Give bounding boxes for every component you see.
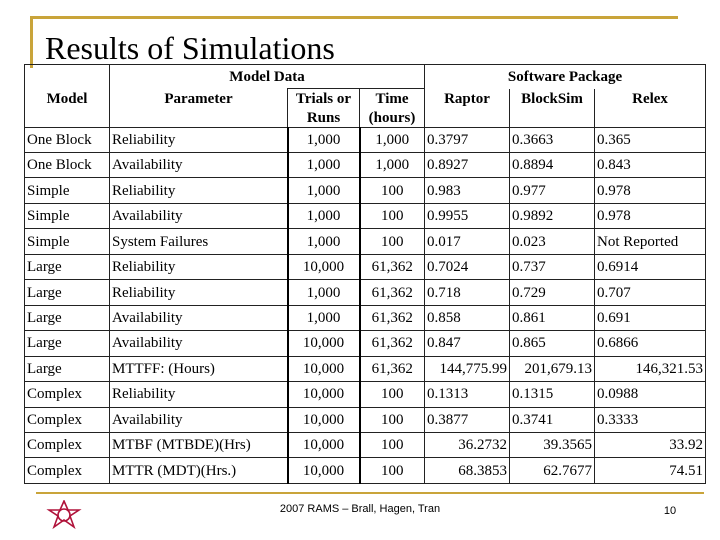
cell-time: 100 — [360, 178, 425, 203]
cell-raptor: 68.3853 — [425, 458, 510, 484]
header-software-package: Software Package — [425, 65, 706, 89]
footer-citation: 2007 RAMS – Brall, Hagen, Tran — [279, 503, 441, 515]
cell-time: 1,000 — [360, 127, 425, 152]
slide-title: Results of Simulations — [45, 30, 335, 66]
header-blocksim-blank — [510, 109, 595, 128]
header-blocksim: BlockSim — [510, 89, 595, 109]
cell-time: 61,362 — [360, 280, 425, 305]
cell-trials: 10,000 — [288, 458, 360, 484]
cell-trials: 1,000 — [288, 280, 360, 305]
cell-parameter: Availability — [110, 153, 288, 178]
header-parameter: Parameter — [110, 89, 288, 109]
header-row-2 — [25, 89, 706, 109]
footer-divider — [36, 492, 704, 494]
header-model-data: Model Data — [110, 65, 425, 89]
cell-blocksim: 39.3565 — [510, 433, 595, 458]
title-frame-top — [30, 16, 678, 19]
cell-parameter: Availability — [110, 305, 288, 330]
table-row — [25, 458, 706, 484]
cell-blocksim: 0.8894 — [510, 153, 595, 178]
cell-model: Simple — [25, 203, 110, 228]
cell-relex: 0.3333 — [595, 407, 706, 432]
cell-time: 100 — [360, 407, 425, 432]
cell-model: Large — [25, 254, 110, 279]
cell-blocksim: 0.977 — [510, 178, 595, 203]
cell-parameter: Reliability — [110, 280, 288, 305]
cell-raptor: 0.858 — [425, 305, 510, 330]
table-row — [25, 331, 706, 356]
table-row — [25, 280, 706, 305]
cell-relex: 33.92 — [595, 433, 706, 458]
table-row — [25, 127, 706, 152]
cell-model: Complex — [25, 458, 110, 484]
cell-model: Complex — [25, 407, 110, 432]
cell-trials: 10,000 — [288, 407, 360, 432]
cell-parameter: Reliability — [110, 254, 288, 279]
table-row — [25, 382, 706, 407]
cell-model: Complex — [25, 433, 110, 458]
header-relex-blank — [595, 109, 706, 128]
table-row — [25, 433, 706, 458]
title-frame-left — [30, 16, 33, 68]
cell-time: 100 — [360, 203, 425, 228]
cell-raptor: 0.8927 — [425, 153, 510, 178]
cell-raptor: 0.9955 — [425, 203, 510, 228]
cell-relex: 0.365 — [595, 127, 706, 152]
cell-blocksim: 0.729 — [510, 280, 595, 305]
cell-parameter: Reliability — [110, 127, 288, 152]
cell-raptor: 0.3797 — [425, 127, 510, 152]
cell-blocksim: 201,679.13 — [510, 356, 595, 381]
cell-time: 61,362 — [360, 254, 425, 279]
cell-relex: 0.978 — [595, 203, 706, 228]
header-row-3 — [25, 109, 706, 128]
cell-time: 100 — [360, 229, 425, 254]
cell-trials: 1,000 — [288, 203, 360, 228]
table-row — [25, 407, 706, 432]
cell-relex: Not Reported — [595, 229, 706, 254]
cell-model: Large — [25, 331, 110, 356]
header-model: Model — [25, 89, 110, 109]
cell-time: 100 — [360, 382, 425, 407]
table-row — [25, 356, 706, 381]
cell-raptor: 0.3877 — [425, 407, 510, 432]
cell-model: One Block — [25, 153, 110, 178]
cell-raptor: 0.718 — [425, 280, 510, 305]
cell-parameter: Availability — [110, 407, 288, 432]
cell-parameter: Availability — [110, 203, 288, 228]
header-row-1 — [25, 65, 706, 89]
cell-trials: 10,000 — [288, 356, 360, 381]
cell-relex: 0.843 — [595, 153, 706, 178]
header-parameter-blank — [110, 109, 288, 128]
table-row — [25, 229, 706, 254]
cell-trials: 10,000 — [288, 382, 360, 407]
cell-relex: 0.978 — [595, 178, 706, 203]
cell-relex: 146,321.53 — [595, 356, 706, 381]
cell-blocksim: 0.861 — [510, 305, 595, 330]
header-relex: Relex — [595, 89, 706, 109]
cell-parameter: Availability — [110, 331, 288, 356]
cell-trials: 1,000 — [288, 305, 360, 330]
cell-relex: 74.51 — [595, 458, 706, 484]
cell-time: 61,362 — [360, 356, 425, 381]
cell-model: Complex — [25, 382, 110, 407]
cell-raptor: 0.1313 — [425, 382, 510, 407]
header-model-blank-2 — [25, 109, 110, 128]
table-row — [25, 178, 706, 203]
cell-parameter: Reliability — [110, 382, 288, 407]
cell-parameter: MTBF (MTBDE)(Hrs) — [110, 433, 288, 458]
table-row — [25, 203, 706, 228]
cell-time: 61,362 — [360, 331, 425, 356]
cell-relex: 0.707 — [595, 280, 706, 305]
cell-blocksim: 0.737 — [510, 254, 595, 279]
cell-blocksim: 62.7677 — [510, 458, 595, 484]
cell-model: Simple — [25, 229, 110, 254]
table-row — [25, 254, 706, 279]
cell-trials: 10,000 — [288, 331, 360, 356]
cell-raptor: 0.017 — [425, 229, 510, 254]
cell-blocksim: 0.1315 — [510, 382, 595, 407]
cell-blocksim: 0.865 — [510, 331, 595, 356]
cell-raptor: 0.847 — [425, 331, 510, 356]
cell-blocksim: 0.9892 — [510, 203, 595, 228]
page-number: 10 — [663, 505, 677, 517]
cell-trials: 10,000 — [288, 254, 360, 279]
cell-parameter: Reliability — [110, 178, 288, 203]
cell-time: 100 — [360, 433, 425, 458]
cell-parameter: MTTFF: (Hours) — [110, 356, 288, 381]
cell-time: 1,000 — [360, 153, 425, 178]
cell-trials: 1,000 — [288, 229, 360, 254]
cell-model: One Block — [25, 127, 110, 152]
cell-blocksim: 0.3663 — [510, 127, 595, 152]
cell-parameter: MTTR (MDT)(Hrs.) — [110, 458, 288, 484]
cell-raptor: 144,775.99 — [425, 356, 510, 381]
header-raptor-blank — [425, 109, 510, 128]
cell-trials: 1,000 — [288, 178, 360, 203]
cell-time: 100 — [360, 458, 425, 484]
cell-raptor: 36.2732 — [425, 433, 510, 458]
cell-raptor: 0.7024 — [425, 254, 510, 279]
cell-model: Large — [25, 305, 110, 330]
cell-model: Large — [25, 356, 110, 381]
cell-relex: 0.6914 — [595, 254, 706, 279]
header-time-line2: (hours) — [360, 109, 425, 128]
header-trials-line1: Trials or — [288, 89, 360, 109]
cell-blocksim: 0.3741 — [510, 407, 595, 432]
cell-relex: 0.691 — [595, 305, 706, 330]
header-model-blank — [25, 65, 110, 89]
cell-trials: 1,000 — [288, 127, 360, 152]
cell-time: 61,362 — [360, 305, 425, 330]
cell-trials: 10,000 — [288, 433, 360, 458]
cell-model: Large — [25, 280, 110, 305]
cell-relex: 0.6866 — [595, 331, 706, 356]
header-trials-line2: Runs — [288, 109, 360, 128]
table-row — [25, 153, 706, 178]
header-raptor: Raptor — [425, 89, 510, 109]
results-table — [24, 64, 706, 484]
cell-parameter: System Failures — [110, 229, 288, 254]
rams-star-logo-icon — [46, 500, 82, 530]
cell-trials: 1,000 — [288, 153, 360, 178]
cell-blocksim: 0.023 — [510, 229, 595, 254]
cell-relex: 0.0988 — [595, 382, 706, 407]
table-row — [25, 305, 706, 330]
cell-raptor: 0.983 — [425, 178, 510, 203]
cell-model: Simple — [25, 178, 110, 203]
header-time-line1: Time — [360, 89, 425, 109]
